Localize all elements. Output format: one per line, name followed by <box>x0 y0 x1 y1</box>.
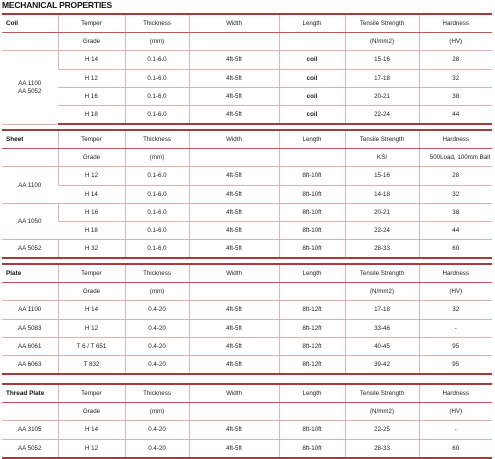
alloy-cell <box>2 33 58 51</box>
tensile-cell: 22-24 <box>345 105 419 124</box>
alloy-label: AA 1100 <box>2 301 58 319</box>
thickness-cell: 0.1-6.0 <box>125 185 189 203</box>
temper-cell: H 14 <box>58 421 125 439</box>
alloy-label: AA 1050 <box>2 203 58 239</box>
grade-label: Grade <box>58 283 125 301</box>
units-row <box>2 33 492 51</box>
alloy-label: AA 5083 <box>2 319 58 337</box>
alloy-label: AA 1100 <box>18 79 42 87</box>
table-header-row <box>2 130 492 149</box>
tensile-cell: 28-33 <box>345 439 419 458</box>
units-row <box>2 403 492 421</box>
thickness-cell: 0.4-20 <box>125 319 189 337</box>
thickness-cell: 0.1-6.0 <box>125 105 189 124</box>
grade-label: Grade <box>58 149 125 167</box>
temper-cell: H 16 <box>58 203 125 221</box>
header-length: Length <box>279 264 345 283</box>
thickness-cell: 0.1-6.0 <box>125 167 189 185</box>
hardness-unit: (HV) <box>419 283 492 301</box>
coil-table <box>2 13 492 125</box>
table-header-row <box>2 14 492 33</box>
alloy-cell <box>2 283 58 301</box>
hardness-cell: 28 <box>419 51 492 69</box>
tensile-unit: KSI <box>345 149 419 167</box>
table-row <box>2 87 492 105</box>
temper-cell: H 14 <box>58 301 125 319</box>
header-tensile: Tensile Strength <box>345 264 419 283</box>
length-cell: 8ft-10ft <box>279 221 345 239</box>
length-unit <box>279 149 345 167</box>
hardness-cell: 38 <box>419 87 492 105</box>
hardness-cell: 60 <box>419 439 492 458</box>
tensile-cell: 22-24 <box>345 221 419 239</box>
thickness-cell: 0.4-20 <box>125 421 189 439</box>
thickness-cell: 0.1-6.0 <box>125 221 189 239</box>
temper-cell: H 18 <box>58 105 125 124</box>
units-row <box>2 149 492 167</box>
header-length: Length <box>279 384 345 403</box>
thickness-unit: (mm) <box>125 33 189 51</box>
length-cell: coil <box>279 51 345 69</box>
header-tensile: Tensile Strength <box>345 384 419 403</box>
table-row <box>2 240 492 259</box>
width-cell: 4ft-5ft <box>189 87 279 105</box>
temper-cell: H 14 <box>58 51 125 69</box>
temper-cell: H 12 <box>58 69 125 87</box>
length-cell: 8ft-12ft <box>279 337 345 355</box>
width-cell: 4ft-5ft <box>189 203 279 221</box>
category-label: Thread Plate <box>2 384 58 403</box>
tensile-cell: 15-16 <box>345 51 419 69</box>
length-cell: coil <box>279 69 345 87</box>
table-row <box>2 319 492 337</box>
grade-label: Grade <box>58 403 125 421</box>
temper-cell: H 14 <box>58 185 125 203</box>
hardness-cell: 44 <box>419 105 492 124</box>
category-label: Sheet <box>2 130 58 149</box>
temper-cell: H 18 <box>58 221 125 239</box>
length-cell: 8ft-10ft <box>279 240 345 259</box>
table-header-row <box>2 264 492 283</box>
header-thickness: Thickness <box>125 384 189 403</box>
width-cell: 4ft-5ft <box>189 421 279 439</box>
temper-cell: T 832 <box>58 355 125 374</box>
alloy-label: AA 5052 <box>2 240 58 259</box>
hardness-cell: 38 <box>419 203 492 221</box>
thickness-cell: 0.4-20 <box>125 355 189 374</box>
header-hardness: Hardness <box>419 130 492 149</box>
grade-label: Grade <box>58 33 125 51</box>
tensile-unit: (N/mm2) <box>345 403 419 421</box>
hardness-cell: - <box>419 421 492 439</box>
hardness-cell: 32 <box>419 301 492 319</box>
sheet-table <box>2 129 492 259</box>
length-cell: coil <box>279 105 345 124</box>
width-unit <box>189 33 279 51</box>
alloy-cell <box>2 403 58 421</box>
hardness-cell: 32 <box>419 185 492 203</box>
width-cell: 4ft-5ft <box>189 337 279 355</box>
width-cell: 4ft-5ft <box>189 240 279 259</box>
alloy-label: AA 6061 <box>2 337 58 355</box>
width-unit <box>189 403 279 421</box>
alloy-label: AA 5052 <box>2 439 58 458</box>
width-cell: 4ft-5ft <box>189 105 279 124</box>
header-hardness: Hardness <box>419 14 492 33</box>
header-width: Width <box>189 384 279 403</box>
hardness-cell: 95 <box>419 355 492 374</box>
header-temper: Temper <box>58 14 125 33</box>
tensile-cell: 28-33 <box>345 240 419 259</box>
tensile-cell: 17-18 <box>345 301 419 319</box>
header-length: Length <box>279 130 345 149</box>
width-cell: 4ft-5ft <box>189 221 279 239</box>
length-cell: 8ft-10ft <box>279 421 345 439</box>
width-cell: 4ft-5ft <box>189 167 279 185</box>
width-cell: 4ft-5ft <box>189 301 279 319</box>
header-temper: Temper <box>58 264 125 283</box>
table-row <box>2 105 492 124</box>
length-cell: 8ft-10ft <box>279 439 345 458</box>
thickness-unit: (mm) <box>125 283 189 301</box>
page-title: MECHANICAL PROPERTIES <box>2 0 112 10</box>
alloy-label: AA 5052 <box>18 87 42 95</box>
thickness-cell: 0.4-20 <box>125 439 189 458</box>
length-cell: 8ft-10ft <box>279 167 345 185</box>
alloy-cell <box>2 51 58 124</box>
hardness-cell: 28 <box>419 167 492 185</box>
length-unit <box>279 33 345 51</box>
temper-cell: H 12 <box>58 439 125 458</box>
tensile-cell: 33-46 <box>345 319 419 337</box>
table-row <box>2 337 492 355</box>
plate-table <box>2 263 492 375</box>
header-width: Width <box>189 264 279 283</box>
header-thickness: Thickness <box>125 264 189 283</box>
hardness-cell: 44 <box>419 221 492 239</box>
length-cell: 8ft-10ft <box>279 203 345 221</box>
alloy-label: AA 3105 <box>2 421 58 439</box>
tensile-cell: 17-18 <box>345 69 419 87</box>
temper-cell: T 6 / T 651 <box>58 337 125 355</box>
tensile-unit: (N/mm2) <box>345 283 419 301</box>
width-cell: 4ft-5ft <box>189 51 279 69</box>
category-label: Coil <box>2 14 58 33</box>
header-temper: Temper <box>58 384 125 403</box>
hardness-cell: - <box>419 319 492 337</box>
alloy-label: AA 6063 <box>2 355 58 374</box>
width-cell: 4ft-5ft <box>189 319 279 337</box>
table-row <box>2 185 492 203</box>
table-row <box>2 167 492 185</box>
table-row <box>2 51 492 69</box>
table-row <box>2 301 492 319</box>
tensile-unit: (N/mm2) <box>345 33 419 51</box>
width-cell: 4ft-5ft <box>189 185 279 203</box>
tensile-cell: 20-21 <box>345 203 419 221</box>
length-unit <box>279 403 345 421</box>
tensile-cell: 15-16 <box>345 167 419 185</box>
table-row <box>2 421 492 439</box>
width-cell: 4ft-5ft <box>189 355 279 374</box>
header-temper: Temper <box>58 130 125 149</box>
length-cell: 8ft-12ft <box>279 319 345 337</box>
header-hardness: Hardness <box>419 384 492 403</box>
header-width: Width <box>189 130 279 149</box>
hardness-cell: 95 <box>419 337 492 355</box>
table-row <box>2 69 492 87</box>
table-row <box>2 355 492 374</box>
header-width: Width <box>189 14 279 33</box>
length-unit <box>279 283 345 301</box>
width-unit <box>189 149 279 167</box>
length-cell: 8ft-10ft <box>279 185 345 203</box>
category-label: Plate <box>2 264 58 283</box>
temper-cell: H 12 <box>58 319 125 337</box>
hardness-unit: 500Load, 100mm Ball <box>419 149 492 167</box>
hardness-cell: 32 <box>419 69 492 87</box>
tensile-cell: 39-42 <box>345 355 419 374</box>
table-row <box>2 203 492 221</box>
table-row <box>2 439 492 458</box>
header-thickness: Thickness <box>125 130 189 149</box>
hardness-unit: (HV) <box>419 33 492 51</box>
thickness-cell: 0.1-6.0 <box>125 240 189 259</box>
alloy-cell <box>2 149 58 167</box>
header-tensile: Tensile Strength <box>345 14 419 33</box>
thickness-cell: 0.1-6.0 <box>125 69 189 87</box>
width-unit <box>189 283 279 301</box>
hardness-cell: 60 <box>419 240 492 259</box>
thickness-cell: 0.1-6.0 <box>125 51 189 69</box>
temper-cell: H 16 <box>58 87 125 105</box>
thickness-unit: (mm) <box>125 149 189 167</box>
hardness-unit: (HV) <box>419 403 492 421</box>
length-cell: 8ft-12ft <box>279 301 345 319</box>
tensile-cell: 20-21 <box>345 87 419 105</box>
table-header-row <box>2 384 492 403</box>
header-length: Length <box>279 14 345 33</box>
header-thickness: Thickness <box>125 14 189 33</box>
length-cell: coil <box>279 87 345 105</box>
header-hardness: Hardness <box>419 264 492 283</box>
thickness-cell: 0.1-6.0 <box>125 203 189 221</box>
temper-cell: H 12 <box>58 167 125 185</box>
tensile-cell: 22-25 <box>345 421 419 439</box>
temper-cell: H 32 <box>58 240 125 259</box>
thickness-cell: 0.1-6.0 <box>125 87 189 105</box>
width-cell: 4ft-5ft <box>189 439 279 458</box>
table-row <box>2 221 492 239</box>
thickness-unit: (mm) <box>125 403 189 421</box>
length-cell: 8ft-12ft <box>279 355 345 374</box>
thickness-cell: 0.4-20 <box>125 301 189 319</box>
tensile-cell: 40-45 <box>345 337 419 355</box>
units-row <box>2 283 492 301</box>
width-cell: 4ft-5ft <box>189 69 279 87</box>
tensile-cell: 14-18 <box>345 185 419 203</box>
thickness-cell: 0.4-20 <box>125 337 189 355</box>
header-tensile: Tensile Strength <box>345 130 419 149</box>
alloy-label: AA 1100 <box>2 167 58 203</box>
thread-plate-table <box>2 383 492 459</box>
